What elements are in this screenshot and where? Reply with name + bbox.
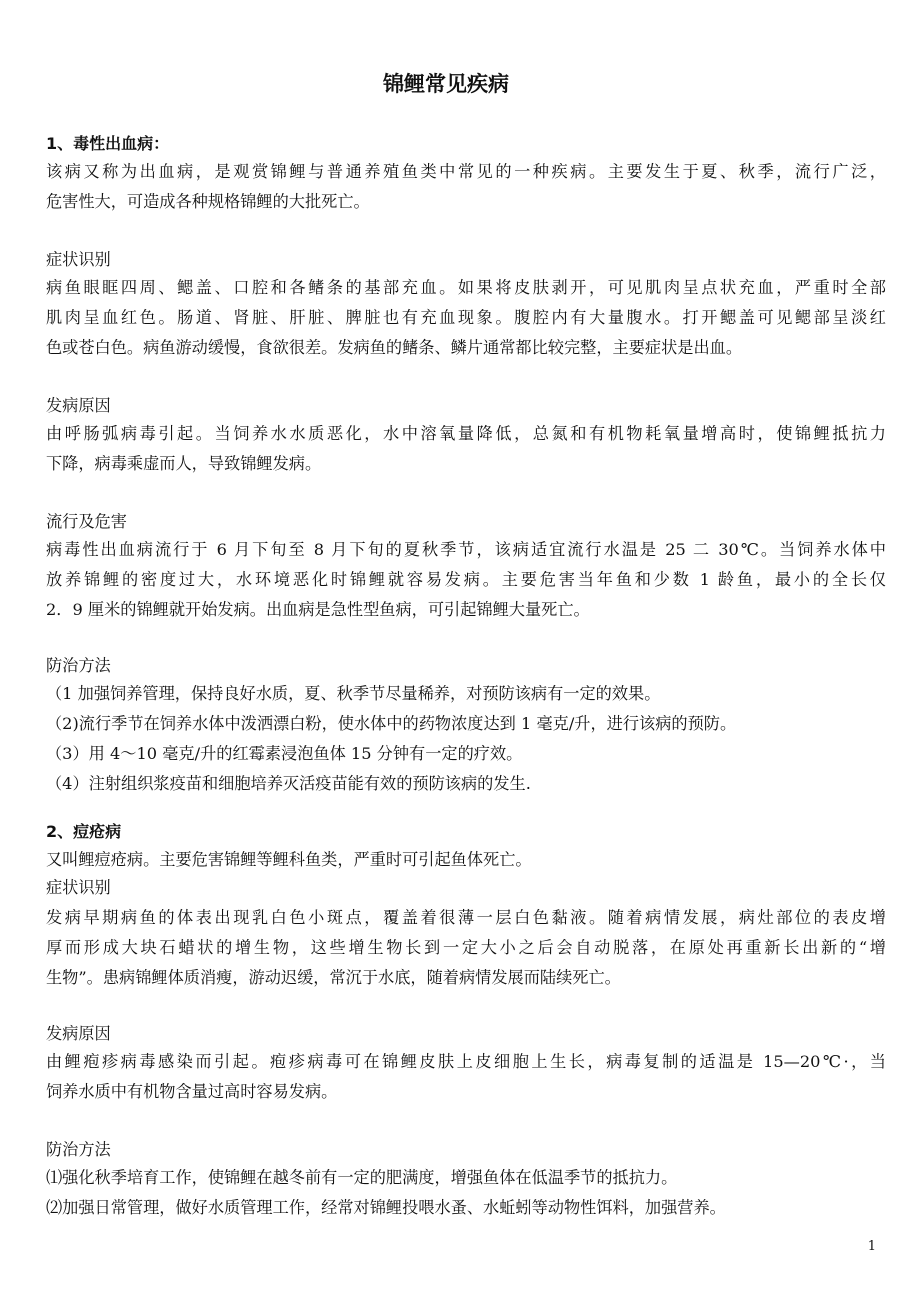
section-1-cause-heading: 发病原因 bbox=[46, 396, 111, 415]
section-2-cause-line: 由鲤疱疹病毒感染而引起。疱疹病毒可在锦鲤皮肤上皮细胞上生长，病毒复制的适温是 15—20℃·，当 bbox=[46, 1052, 886, 1071]
section-1-cause-line: 由呼肠弧病毒引起。当饲养水水质恶化，水中溶氧量降低，总氮和有机物耗氧量增高时，使锦鲤抵抗力 bbox=[46, 424, 886, 443]
section-2-treatment-heading: 防治方法 bbox=[46, 1140, 111, 1159]
section-2-treatment-item: ⑵加强日常管理，做好水质管理工作，经常对锦鲤投喂水蚤、水蚯蚓等动物性饵料，加强营养。 bbox=[46, 1198, 726, 1217]
section-1-epidemic-line: 病毒性出血病流行于 6 月下旬至 8 月下旬的夏秋季节，该病适宜流行水温是 25 二 30℃。当饲养水体中 bbox=[46, 540, 886, 559]
section-1-epidemic-line: 放养锦鲤的密度过大，水环境恶化时锦鲤就容易发病。主要危害当年鱼和少数 1 龄鱼，最小的全长仅 bbox=[46, 570, 886, 589]
section-1-epidemic-line: 2．9 厘米的锦鲤就开始发病。出血病是急性型鱼病，可引起锦鲤大量死亡。 bbox=[46, 600, 590, 619]
section-2-symptoms-line: 厚而形成大块石蜡状的增生物，这些增生物长到一定大小之后会自动脱落，在原处再重新长出新的“增 bbox=[46, 938, 886, 957]
section-1-intro-line: 危害性大，可造成各种规格锦鲤的大批死亡。 bbox=[46, 192, 370, 211]
page-number: 1 bbox=[867, 1239, 876, 1254]
section-1-treatment-heading: 防治方法 bbox=[46, 656, 111, 675]
section-1-symptoms-heading: 症状识别 bbox=[46, 250, 111, 269]
section-1-symptoms-line: 病鱼眼眶四周、鳃盖、口腔和各鳍条的基部充血。如果将皮肤剥开，可见肌肉呈点状充血，严重时全部 bbox=[46, 278, 886, 297]
section-1-treatment-item: （4）注射组织浆疫苗和细胞培养灭活疫苗能有效的预防该病的发生. bbox=[46, 774, 531, 793]
section-2-symptoms-line: 生物”。患病锦鲤体质消瘦，游动迟缓，常沉于水底，随着病情发展而陆续死亡。 bbox=[46, 968, 621, 987]
section-1-symptoms-line: 肌肉呈血红色。肠道、肾脏、肝脏、脾脏也有充血现象。腹腔内有大量腹水。打开鳃盖可见鳃部呈淡红 bbox=[46, 308, 886, 327]
section-2-symptoms-heading: 症状识别 bbox=[46, 878, 111, 897]
section-2-cause-heading: 发病原因 bbox=[46, 1024, 111, 1043]
section-1-symptoms-line: 色或苍白色。病鱼游动缓慢，食欲很差。发病鱼的鳍条、鳞片通常都比较完整，主要症状是出血。 bbox=[46, 338, 743, 357]
section-1-treatment-item: （3）用 4～10 毫克/升的红霉素浸泡鱼体 15 分钟有一定的疗效。 bbox=[46, 744, 523, 763]
section-1-heading: 1、毒性出血病： bbox=[46, 134, 170, 153]
section-1-treatment-item: （1 加强饲养管理，保持良好水质，夏、秋季节尽量稀养，对预防该病有一定的效果。 bbox=[46, 684, 661, 703]
section-1-cause-line: 下降，病毒乘虚而人，导致锦鲤发病。 bbox=[46, 454, 322, 473]
section-2-heading: 2、痘疮病 bbox=[46, 822, 122, 841]
section-2-treatment-item: ⑴强化秋季培育工作，使锦鲤在越冬前有一定的肥满度，增强鱼体在低温季节的抵抗力。 bbox=[46, 1168, 678, 1187]
section-2-intro: 又叫鲤痘疮病。主要危害锦鲤等鲤科鱼类，严重时可引起鱼体死亡。 bbox=[46, 850, 532, 869]
section-1-intro-line: 该病又称为出血病，是观赏锦鲤与普通养殖鱼类中常见的一种疾病。主要发生于夏、秋季，流行广泛， bbox=[46, 162, 886, 181]
section-1-epidemic-heading: 流行及危害 bbox=[46, 512, 127, 531]
section-1-treatment-item: （2)流行季节在饲养水体中泼洒漂白粉，使水体中的药物浓度达到 1 毫克/升，进行该病的预防。 bbox=[46, 714, 737, 733]
section-2-cause-line: 饲养水质中有机物含量过高时容易发病。 bbox=[46, 1082, 338, 1101]
document-title: 锦鲤常见疾病 bbox=[383, 72, 509, 96]
section-2-symptoms-line: 发病早期病鱼的体表出现乳白色小斑点，覆盖着很薄一层白色黏液。随着病情发展，病灶部位的表皮增 bbox=[46, 908, 886, 927]
